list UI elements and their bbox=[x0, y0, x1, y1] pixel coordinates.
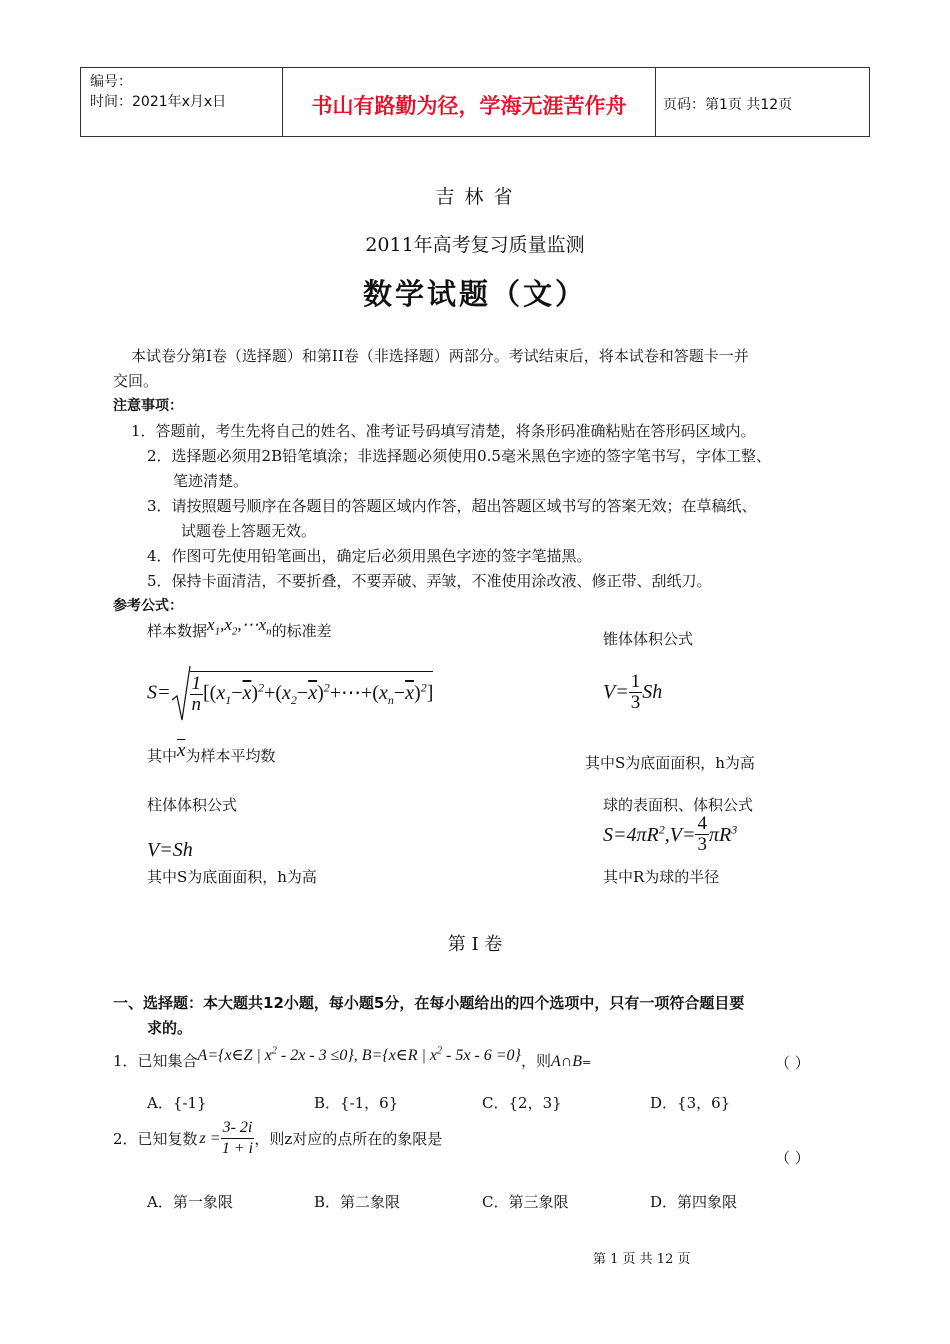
page-label: 页码：第1页 共12页 bbox=[663, 97, 793, 113]
question-2-stem bbox=[113, 1118, 442, 1159]
option-a: A．{-1} bbox=[147, 1094, 207, 1112]
option-c: C．第三象限 bbox=[482, 1193, 569, 1211]
question-1-stem bbox=[113, 1045, 592, 1071]
cylinder-note: 其中S为底面面积，h为高 bbox=[147, 868, 317, 886]
intersection-formula: A∩B bbox=[550, 1053, 583, 1070]
note-item: 笔迹清楚。 bbox=[173, 472, 249, 490]
cone-volume-formula: V= $\frac{1}{3}$ Sh bbox=[603, 671, 663, 713]
sphere-note: 其中R为球的半径 bbox=[603, 868, 720, 886]
cylinder-volume-formula: V=Sh bbox=[147, 839, 193, 861]
option-b: B．{-1，6} bbox=[314, 1094, 399, 1112]
page-title: 数学试题（文） bbox=[362, 277, 587, 311]
formulas-heading: 参考公式： bbox=[113, 598, 183, 614]
section-instruction: 一、选择题：本大题共12小题，每小题5分，在每小题给出的四个选项中，只有一项符合题目要 bbox=[113, 994, 745, 1012]
section-title: 第 I 卷 bbox=[447, 934, 503, 955]
question-stem-post: ，则z对应的点所在的象限是 bbox=[254, 1130, 443, 1148]
note-item: 5．保持卡面清洁，不要折叠，不要弄破、弄皱，不准使用涂改液、修正带、刮纸刀。 bbox=[147, 572, 712, 590]
sample-label-pre: 样本数据 bbox=[147, 622, 208, 640]
section-instruction: 求的。 bbox=[147, 1019, 193, 1037]
notes-heading: 注意事项： bbox=[113, 398, 183, 414]
question-stem-post: ，则 bbox=[520, 1052, 551, 1070]
answer-blank: （ ） bbox=[775, 1149, 810, 1167]
equals-sign: = bbox=[582, 1056, 592, 1069]
number-label: 编号： bbox=[90, 74, 132, 90]
option-d: D．第四象限 bbox=[650, 1193, 738, 1211]
sample-label bbox=[147, 615, 332, 643]
sample-label-post: 的标准差 bbox=[271, 622, 332, 640]
question-stem-pre: 2．已知复数 bbox=[113, 1130, 198, 1148]
answer-blank: （ ） bbox=[775, 1054, 810, 1072]
std-dev-formula: S= $\frac{1}{n}$ $[(x_1-\overline{x})^2+(x_2-\overline{x})^2+\cdots+(x_n-\overline{x})^2]$ bbox=[147, 664, 433, 722]
cylinder-label: 柱体体积公式 bbox=[147, 796, 238, 814]
mean-note bbox=[147, 740, 276, 767]
question-stem-pre: 1．已知集合 bbox=[113, 1052, 198, 1070]
cone-label: 锥体体积公式 bbox=[603, 630, 694, 648]
intro-line: 交回。 bbox=[113, 372, 159, 390]
option-b: B．第二象限 bbox=[314, 1193, 401, 1211]
mean-symbol: $\overline{x}$ bbox=[177, 740, 186, 761]
header-meta bbox=[90, 72, 226, 112]
option-c: C．{2，3} bbox=[482, 1094, 562, 1112]
note-item: 4．作图可先使用铅笔画出，确定后必须用黑色字迹的签字笔描黑。 bbox=[147, 547, 592, 565]
time-label: 时间：2021年x月x日 bbox=[90, 94, 227, 110]
divider bbox=[80, 68, 81, 136]
option-d: D．{3，6} bbox=[650, 1094, 731, 1112]
complex-formula: z = bbox=[199, 1129, 221, 1147]
option-a: A．第一象限 bbox=[147, 1193, 233, 1211]
sample-data-formula: $x_1,x_2,\cdots x_n$ bbox=[207, 615, 272, 638]
motto: 书山有路勤为径，学海无涯苦作舟 bbox=[311, 94, 627, 118]
divider bbox=[869, 68, 870, 136]
exam-subtitle: 2011年高考复习质量监测 bbox=[365, 234, 585, 256]
mean-note-pre: 其中 bbox=[147, 747, 178, 765]
intro-line: 本试卷分第I卷（选择题）和第II卷（非选择题）两部分。考试结束后，将本试卷和答题卡一并 bbox=[131, 347, 749, 365]
header-table bbox=[80, 67, 870, 137]
sphere-formula: $S=4\pi R^2,V=$ $\frac{4}{3}$ $\pi R^3$ bbox=[603, 813, 738, 855]
cone-note: 其中S为底面面积，h为高 bbox=[585, 754, 755, 772]
mean-note-post: 为样本平均数 bbox=[185, 747, 276, 765]
divider bbox=[655, 68, 656, 136]
sphere-label: 球的表面积、体积公式 bbox=[603, 796, 754, 814]
page-footer: 第 1 页 共 12 页 bbox=[593, 1252, 691, 1267]
note-item: 2．选择题必须用2B铅笔填涂；非选择题必须使用0.5毫米黑色字迹的签字笔书写，字体工整、 bbox=[147, 447, 771, 465]
complex-fraction: $\frac{3- 2i}{1 + i}$ bbox=[221, 1119, 254, 1157]
set-formula: A={x∈Z | $x^2 - 2x - 3 \le 0$}, B={x∈R | $x^2 - 5x - 6 =0$} bbox=[197, 1045, 521, 1064]
sqrt-icon bbox=[171, 664, 191, 722]
note-item: 3．请按照题号顺序在各题目的答题区域内作答，超出答题区域书写的答案无效；在草稿纸、 bbox=[147, 497, 757, 515]
province-title: 吉 林 省 bbox=[435, 186, 515, 208]
note-item: 1．答题前，考生先将自己的姓名、准考证号码填写清楚，将条形码准确粘贴在答形码区域内。 bbox=[131, 422, 756, 440]
note-item: 试题卷上答题无效。 bbox=[181, 522, 317, 540]
